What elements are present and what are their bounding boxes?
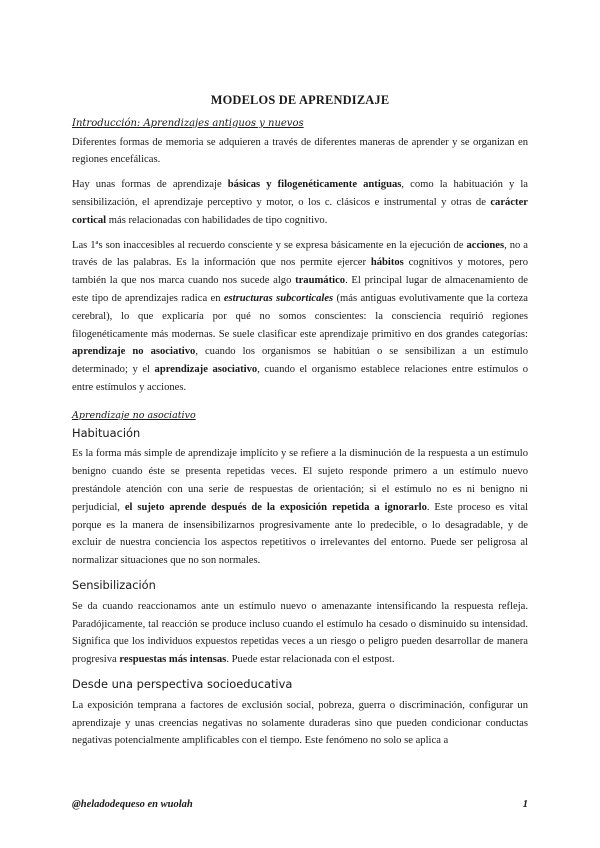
paragraph-3: Las 1ªs son inaccesibles al recuerdo consciente y se expresa básicamente en la ejecución de acciones, no a través de las palabras. Es la información que nos permite ejercer hábitos cognitivos y motores, pero también la que nos marca cuando nos sucede algo traumático. El principal lugar de almacenamiento de este tipo de aprendizajes radica en estructuras subcorticales (más antiguas evolutivamente que la corteza cerebral), lo que explicaría por qué no somos conscientes: la consciencia requirió regiones filogenéticamente más modernas. Se suele clasificar este aprendizaje primitivo en dos grandes categorías: aprendizaje no asociativo, cuando los organismos se habitúan o se sensibilizan a un estímulo determinado; y el aprendizaje asociativo, cuando el organismo establece relaciones entre estímulos o entre estímulos y acciones. <box>72 239 528 393</box>
intro-heading: Introducción: Aprendizajes antiguos y nuevos <box>72 117 304 129</box>
paragraph-6: La exposición temprana a factores de exclusión social, pobreza, guerra o discriminación, configurar un aprendizaje y unas creencias negativas no solamente duraderas sino que pueden condicionar conductas negativas potencialmente amplificables con el tiempo. Este fenómeno no solo se aplica a <box>72 699 528 747</box>
footer-author: @heladodequeso en wuolah <box>72 799 193 810</box>
document-body <box>72 92 528 757</box>
paragraph-4: Es la forma más simple de aprendizaje implícito y se refiere a la disminución de la respuesta a un estímulo benigno cuando éste se presenta repetidas veces. El sujeto responde primero a un estímulo nuevo prestándole atención con una serie de respuestas de orientación; si el estímulo no es ni benigno ni perjudicial, el sujeto aprende después de la exposición repetida a ignorarlo. Este proceso es vital porque es la manera de insensibilizarnos progresivamente ante lo predecible, o lo desagradable, y de excluir de nuestra conciencia los aspectos repetitivos o irrelevantes del entorno. Puede ser peligrosa al normalizar situaciones que no son normales. <box>72 448 528 567</box>
bold-term: acciones <box>466 239 505 251</box>
page-title: MODELOS DE APRENDIZAJE <box>210 93 390 107</box>
bold-term: aprendizaje asociativo <box>154 364 258 376</box>
bold-term: traumático <box>295 275 346 287</box>
page-footer <box>72 799 528 810</box>
page-number: 1 <box>522 799 528 810</box>
paragraph-2: Hay unas formas de aprendizaje básicas y filogenéticamente antiguas, como la habituación y la sensibilización, el aprendizaje perceptivo y motor, o los c. clásicos e instrumental y otras de carácter cortical más relacionadas con habilidades de tipo cognitivo. <box>72 179 529 226</box>
bold-term: el sujeto aprende después de la exposición repetida a ignorarlo <box>124 501 427 513</box>
paragraph-1: Diferentes formas de memoria se adquieren a través de diferentes maneras de aprender y se organizan en regiones encefálicas. <box>72 136 528 166</box>
bold-term: carácter cortical <box>72 196 528 226</box>
nonassoc-heading: Aprendizaje no asociativo <box>72 409 196 421</box>
sensibilizacion-heading: Sensibilización <box>72 577 156 592</box>
bold-term: respuestas más intensas <box>119 654 227 666</box>
bold-term: básicas y filogenéticamente antiguas <box>227 179 402 191</box>
socio-heading: Desde una perspectiva socioeducativa <box>72 676 293 691</box>
habituacion-heading: Habituación <box>72 425 141 440</box>
bold-italic-term: estructuras subcorticales <box>223 292 334 304</box>
paragraph-5: Se da cuando reaccionamos ante un estímulo nuevo o amenazante intensificando la respuesta refleja. Paradójicamente, tal reacción se produce incluso cuando el estímulo ha cesado o disminuido su intensidad. Significa que los individuos expuestos repetidas veces a un riesgo o peligro pueden desarrollar de manera progresiva respuestas más intensas. Puede estar relacionada con el estpost. <box>72 600 528 666</box>
bold-term: hábitos <box>370 257 404 269</box>
bold-term: aprendizaje no asociativo <box>72 346 196 358</box>
